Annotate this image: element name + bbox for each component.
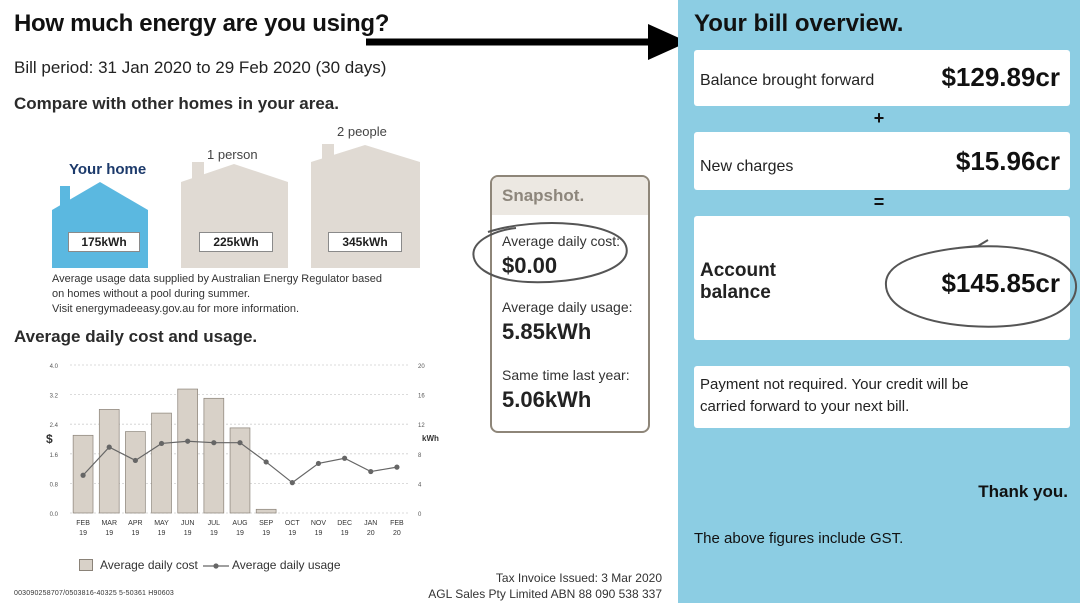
- payment-message: [700, 374, 1060, 418]
- usage-point: [211, 440, 216, 445]
- cost-bar: [125, 432, 145, 513]
- usage-data-note: [52, 272, 432, 317]
- note-line: Visit energymadeeasy.gov.au for more information.: [52, 303, 300, 315]
- x-tick-month: FEB: [76, 520, 90, 527]
- y-left-tick-label: 3.2: [49, 393, 58, 400]
- y-right-tick-label: 0: [418, 512, 422, 518]
- x-tick-month: JUN: [180, 520, 195, 527]
- x-tick-month: APR: [128, 520, 143, 527]
- y-left-tick-label: 0.0: [49, 512, 58, 518]
- hand-drawn-circle-cost: [468, 220, 638, 290]
- chart-heading: Average daily cost and usage.: [14, 327, 258, 346]
- x-tick-year: 19: [183, 530, 192, 537]
- snapshot-box: [490, 175, 650, 433]
- one-person-caption: 1 person: [207, 147, 258, 162]
- thank-you-text: Thank you.: [978, 482, 1068, 501]
- usage-point: [290, 480, 295, 485]
- usage-point: [264, 459, 269, 464]
- avg-daily-cost-label: Average daily cost:: [502, 233, 621, 249]
- y-right-tick-label: 20: [418, 364, 425, 370]
- same-time-last-year-value: 5.06kWh: [502, 387, 592, 412]
- barcode-text: 003090258707/0503816-40325 5-50361 H90603: [14, 590, 175, 597]
- cost-usage-chart: [30, 355, 470, 555]
- usage-point: [394, 465, 399, 470]
- y-left-tick-label: 2.4: [49, 423, 58, 430]
- tax-invoice-date: Tax Invoice Issued: 3 Mar 2020: [495, 571, 662, 585]
- legend-cost-label: Average daily cost: [100, 558, 198, 572]
- avg-daily-usage-label: Average daily usage:: [502, 299, 633, 315]
- balance-forward-label: Balance brought forward: [700, 72, 875, 89]
- x-tick-year: 19: [314, 530, 323, 537]
- y-right-tick-label: 12: [418, 423, 425, 430]
- your-home-chimney-icon: [60, 186, 70, 208]
- x-tick-year: 19: [262, 530, 271, 537]
- x-tick-year: 19: [157, 530, 166, 537]
- usage-point: [237, 440, 242, 445]
- bill-overview-panel: [678, 0, 1080, 603]
- y-right-axis-label: kWh: [422, 434, 439, 443]
- avg-daily-usage-value: 5.85kWh: [502, 319, 592, 344]
- one-person-kwh: 225kWh: [199, 232, 273, 252]
- note-line: Average usage data supplied by Australian Energy Regulator based: [52, 273, 383, 285]
- payment-message-line: carried forward to your next bill.: [700, 398, 910, 415]
- y-right-tick-label: 8: [418, 452, 422, 459]
- x-tick-year: 20: [393, 530, 401, 537]
- y-left-tick-label: 0.8: [49, 482, 58, 489]
- x-tick-year: 19: [105, 530, 114, 537]
- equals-sign: =: [873, 192, 885, 212]
- balance-forward-value: $129.89cr: [941, 62, 1060, 92]
- arrow-icon: [362, 20, 692, 64]
- x-tick-month: FEB: [390, 520, 404, 527]
- legend-cost-swatch: [79, 559, 93, 571]
- hand-drawn-circle-balance: [878, 236, 1078, 336]
- y-right-tick-label: 16: [418, 393, 425, 400]
- x-tick-year: 19: [79, 530, 87, 537]
- x-tick-year: 20: [366, 530, 375, 537]
- same-time-last-year-label: Same time last year:: [502, 367, 630, 383]
- new-charges-card: [694, 132, 1070, 190]
- new-charges-value: $15.96cr: [955, 146, 1060, 176]
- usage-point: [342, 456, 347, 461]
- account-balance-label: [700, 260, 776, 304]
- x-tick-month: MAY: [154, 520, 169, 527]
- x-tick-year: 19: [340, 530, 349, 537]
- usage-point: [316, 461, 321, 466]
- cost-bar: [99, 409, 119, 513]
- bill-period: Bill period: 31 Jan 2020 to 29 Feb 2020 (30 days): [14, 58, 387, 77]
- x-tick-year: 19: [209, 530, 218, 537]
- x-tick-month: DEC: [337, 520, 353, 527]
- compare-heading: Compare with other homes in your area.: [14, 94, 339, 113]
- balance-forward-card: [694, 50, 1070, 106]
- legend-usage-swatch: [203, 561, 229, 571]
- company-abn: AGL Sales Pty Limited ABN 88 090 538 337: [428, 587, 662, 601]
- energy-heading: How much energy are you using?: [14, 10, 390, 37]
- payment-message-line: Payment not required. Your credit will be: [700, 376, 969, 393]
- plus-sign: +: [873, 108, 885, 128]
- usage-point: [159, 441, 164, 446]
- x-tick-year: 19: [288, 530, 297, 537]
- x-tick-month: NOV: [310, 520, 327, 527]
- cost-bar: [152, 413, 172, 513]
- account-label-line: balance: [700, 282, 771, 303]
- x-tick-month: JUL: [207, 520, 221, 527]
- x-tick-year: 19: [236, 530, 244, 537]
- account-balance-value: $145.85cr: [941, 268, 1060, 298]
- two-people-chimney-icon: [322, 144, 334, 164]
- x-tick-month: JAN: [364, 520, 378, 527]
- cost-bar: [256, 509, 276, 513]
- two-people-kwh: 345kWh: [328, 232, 402, 252]
- y-left-tick-label: 4.0: [49, 364, 58, 370]
- usage-point: [185, 439, 190, 444]
- x-tick-month: MAR: [101, 520, 118, 527]
- new-charges-label: New charges: [700, 158, 794, 175]
- y-left-tick-label: 1.6: [49, 452, 58, 459]
- note-line: on homes without a pool during summer.: [52, 288, 251, 300]
- your-home-kwh: 175kWh: [68, 232, 140, 252]
- y-left-axis-label: $: [46, 432, 53, 446]
- x-tick-year: 19: [131, 530, 140, 537]
- y-right-tick-label: 4: [418, 482, 422, 489]
- cost-bar: [178, 389, 198, 513]
- one-person-chimney-icon: [192, 162, 204, 184]
- payment-message-card: [694, 366, 1070, 428]
- your-home-caption: Your home: [69, 161, 147, 178]
- gst-note: The above figures include GST.: [694, 530, 904, 547]
- account-label-line: Account: [700, 260, 776, 281]
- two-people-caption: 2 people: [337, 124, 387, 139]
- usage-point: [107, 445, 112, 450]
- x-tick-month: OCT: [284, 520, 300, 527]
- usage-point: [368, 469, 373, 474]
- legend-usage-label: Average daily usage: [232, 558, 341, 572]
- usage-point: [80, 473, 85, 478]
- cost-bar: [204, 398, 224, 513]
- bill-overview-title: Your bill overview.: [694, 10, 904, 37]
- usage-point: [133, 458, 138, 463]
- avg-daily-cost-value: $0.00: [502, 253, 558, 278]
- x-tick-month: AUG: [232, 520, 248, 527]
- x-tick-month: SEP: [259, 520, 274, 527]
- snapshot-title: Snapshot.: [502, 186, 585, 205]
